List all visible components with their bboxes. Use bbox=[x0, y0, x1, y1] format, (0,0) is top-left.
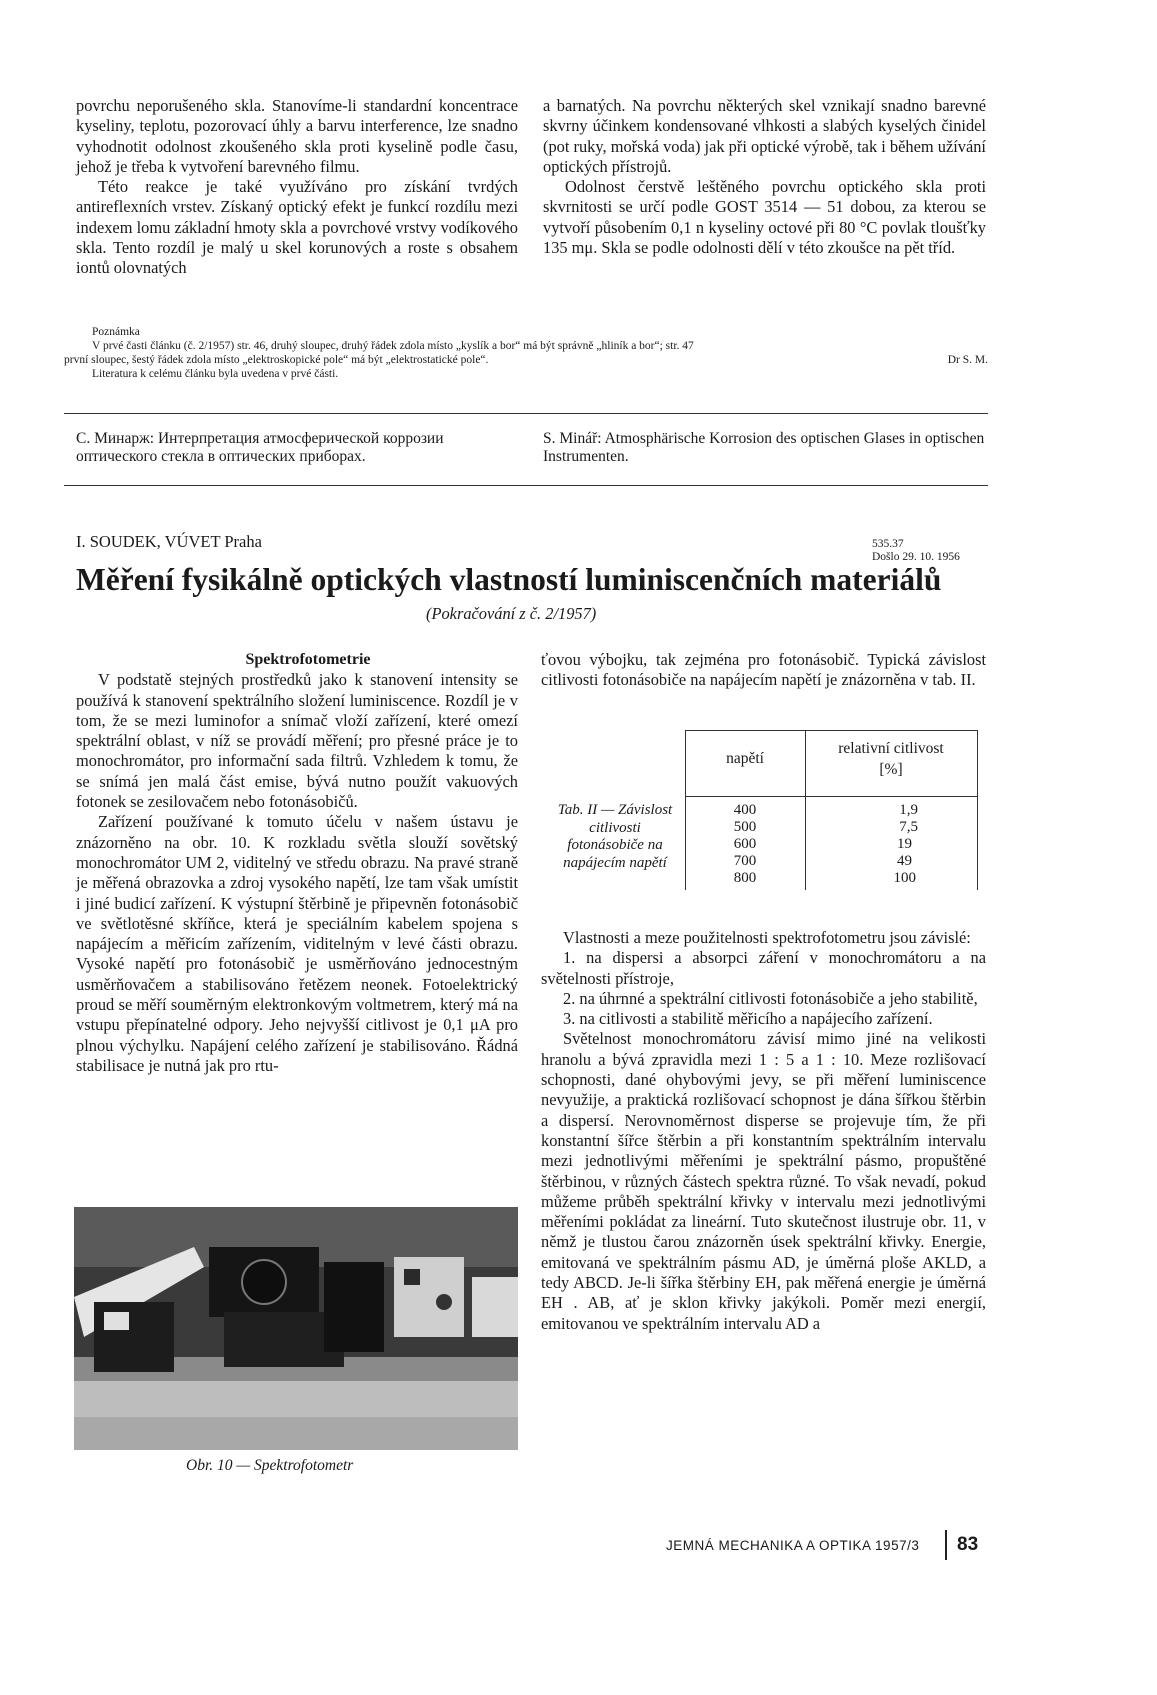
cell-sensitivity: 100 bbox=[893, 870, 916, 886]
list-item: 2. na úhrnné a spektrální citlivosti fotonásobiče a jeho stabilitě, bbox=[563, 988, 978, 1008]
divider bbox=[64, 413, 988, 414]
paragraph: Vlastnosti a meze použitelnosti spektrofotometru jsou závislé: bbox=[563, 928, 971, 947]
note-line: V prvé časti článku (č. 2/1957) str. 46, druhý sloupec, druhý řádek zdola místo „kyslík a bor“ má být správně „hliník a bor“; str. 47 bbox=[92, 340, 694, 352]
paragraph: Odolnost čerstvě leštěného povrchu optického skla proti skvrnitosti se určí podle GOST 3514 — 51 dobou, za kterou se vytvoří působením 0,1 n kyseliny octové při 80 °C povlak tloušťky 135 mμ. Skla se podle odolnosti dělí v této zkoušce na pět tříd. bbox=[543, 177, 986, 258]
paragraph: ťovou výbojku, tak zejména pro fotonásobič. Typická závislost citlivosti fotonásobiče na napájecím napětí je znázorněna v tab. II. bbox=[541, 650, 986, 690]
top-right-column bbox=[543, 96, 986, 258]
cell-voltage: 600 bbox=[733, 836, 757, 852]
data-table bbox=[685, 730, 978, 894]
figure-caption: Obr. 10 — Spektrofotometr bbox=[186, 1457, 354, 1474]
note-heading: Poznámka bbox=[92, 326, 140, 338]
abstract-german: S. Minář: Atmosphärische Korrosion des optischen Glases in optischen Instrumenten. bbox=[543, 430, 985, 465]
paragraph: Světelnost monochromátoru závisí mimo jiné na velikosti hranolu a bývá zpravidla mezi 1 : 5 a 1 : 10. Meze rozlišovací schopnosti, dané ohybovými jevy, se při měření luminiscence nevyužije, a praktická rozlišovací schopnost je dána šířkou štěrbin a dispersí. Nerovnoměrnost disperse se projevuje tím, že při konstantní šířce štěrbin a při konstantním spektrálním intervalu mezi jednotlivými měřeními je spektrální pásmo, propuštěné štěrbinou, v různých částech spektra různé. To však nevadí, pokud můžeme průběh spektrální křivky v intervalu mezi jednotlivými měřeními pokládat za lineární. Tuto skutečnost ilustruje obr. 11, v němž je tlustou čarou znázorněn úsek spektrální křivky. Energie, emitovaná ve spektrálním pásmu AD, je úměrná ploše AKLD, a tedy ABCD. Je-li šířka štěrbiny EH, pak měřená energie je úměrná EH . AB, ať je sklon křivky jakýkoli. Poměr mezi energií, emitovanou ve spektrálním intervalu AD a bbox=[541, 1029, 986, 1333]
paragraph: a barnatých. Na povrchu některých skel vznikají snadno barevné skvrny účinkem kondensované vlhkosti a slabých kyselých činidel (pot ruky, mořská voda) jak při optické výrobě, tak i během užívání optických přístrojů. bbox=[543, 96, 986, 176]
udc-number: 535.37 bbox=[872, 538, 904, 550]
table-row bbox=[685, 836, 978, 853]
paragraph: Zařízení používané k tomuto účelu v našem ústavu je znázorněno na obr. 10. K rozkladu světla slouží sovětský monochromátor UM 2, viditelný ve středu obrazu. Na pravé straně je měřená obrazovka a zdroj vysokého napětí, lze tam však umístit i jiné budicí zařízení. K výstupní štěrbině je připevněn fotonásobič ve světlotěsné skříňce, která je speciálním kabelem spojena s napájecím a měřicím zařízením, viditelným v levé části obrazu. Vysoké napětí pro fotonásobič je usměrňováno jednocestným usměrňovačem a stabilisováno řetězem neonek. Fotoelektrický proud se měří souměrným elektronkovým voltmetrem, který má na vstupu přepínatelné odpory. Jeho nejvyšší citlivost je 0,1 μA pro plnou výchylku. Napájení celého zařízení je stabilisováno. Řádná stabilisace je nutná jak pro rtu- bbox=[76, 812, 518, 1075]
article-right-intro bbox=[541, 650, 986, 691]
table-row bbox=[685, 802, 978, 819]
paragraph: povrchu neporušeného skla. Stanovíme-li standardní koncentrace kyseliny, teplotu, pozorovací úhly a barvu interference, lze snadno vyhodnotit odolnost zkoušeného skla proti kyselině podle času, jehož je třeba k vytvoření barevného filmu. bbox=[76, 96, 518, 176]
table-caption bbox=[555, 802, 675, 872]
article-right-column bbox=[541, 928, 986, 1334]
cell-sensitivity: 19 bbox=[897, 836, 912, 852]
page-number: 83 bbox=[957, 1534, 979, 1555]
cell-sensitivity: 7,5 bbox=[899, 819, 918, 835]
cell-voltage: 500 bbox=[733, 819, 757, 835]
list-item: 1. na dispersi a absorpci záření v monochromátoru a na světelnosti přístroje, bbox=[541, 948, 986, 988]
divider bbox=[64, 485, 988, 486]
footer-separator bbox=[945, 1530, 947, 1560]
table-header-voltage: napětí bbox=[726, 750, 764, 767]
table-caption-text: Tab. II — Závislost citlivosti fotonásobiče na napájecím napětí bbox=[557, 802, 673, 871]
abstract-russian: С. Минарж: Интерпретация атмосферической коррозии оптического стекла в оптических приборах. bbox=[76, 430, 444, 465]
top-left-column bbox=[76, 96, 518, 279]
received-date: Došlo 29. 10. 1956 bbox=[872, 551, 960, 563]
journal-footer: JEMNÁ MECHANIKA A OPTIKA 1957/3 bbox=[666, 1538, 920, 1553]
note-block bbox=[64, 325, 988, 381]
article-left-column bbox=[76, 650, 518, 1076]
cell-sensitivity: 49 bbox=[897, 853, 912, 869]
article-title: Měření fysikálně optických vlastností luminiscenčních materiálů bbox=[76, 562, 942, 597]
table-body bbox=[685, 802, 978, 887]
table-row bbox=[685, 870, 978, 887]
figure-photo bbox=[74, 1207, 518, 1450]
cell-voltage: 400 bbox=[733, 802, 757, 818]
note-line: první sloupec, šestý řádek zdola místo „elektroskopické pole“ má být „elektrostatické pole“. bbox=[64, 354, 489, 366]
spectrophotometer-photo bbox=[74, 1207, 518, 1450]
cell-sensitivity: 1,9 bbox=[899, 802, 918, 818]
list-item: 3. na citlivosti a stabilitě měřicího a napájecího zařízení. bbox=[563, 1009, 933, 1029]
article-author: I. SOUDEK, VÚVET Praha bbox=[76, 532, 262, 551]
table-row bbox=[685, 819, 978, 836]
continuation-note: (Pokračování z č. 2/1957) bbox=[426, 604, 597, 623]
paragraph: Této reakce je také využíváno pro získání tvrdých antireflexních vrstev. Získaný optický efekt je funkcí rozdílu mezi indexem lomu základní hmoty skla a povrchové vrstvy vodíkového skla. Tento rozdíl je malý u skel korunových a roste s obsahem iontů olovnatých bbox=[76, 177, 518, 278]
cell-voltage: 700 bbox=[733, 853, 757, 869]
note-signature: Dr S. M. bbox=[947, 354, 988, 366]
note-line: Literatura k celému článku byla uvedena v prvé části. bbox=[92, 368, 339, 380]
cell-voltage: 800 bbox=[733, 870, 757, 886]
section-heading: Spektrofotometrie bbox=[245, 651, 371, 668]
paragraph: V podstatě stejných prostředků jako k stanovení intensity se používá k stanovení spektrálního složení luminiscence. Rozdíl je v tom, že se mezi luminofor a snímač vloží zařízení, které omezí spektrální oblast, v níž se provádí měření; pro přesné práce je to monochromátor, pro informační sada filtrů. Vzhledem k tomu, že se snímá jen malá část emise, bývá nutno použít vakuových fotonek se zesilovačem nebo fotonásobičů. bbox=[76, 670, 518, 812]
table-row bbox=[685, 853, 978, 870]
table-header-sensitivity: relativní citlivost [%] bbox=[838, 740, 944, 778]
